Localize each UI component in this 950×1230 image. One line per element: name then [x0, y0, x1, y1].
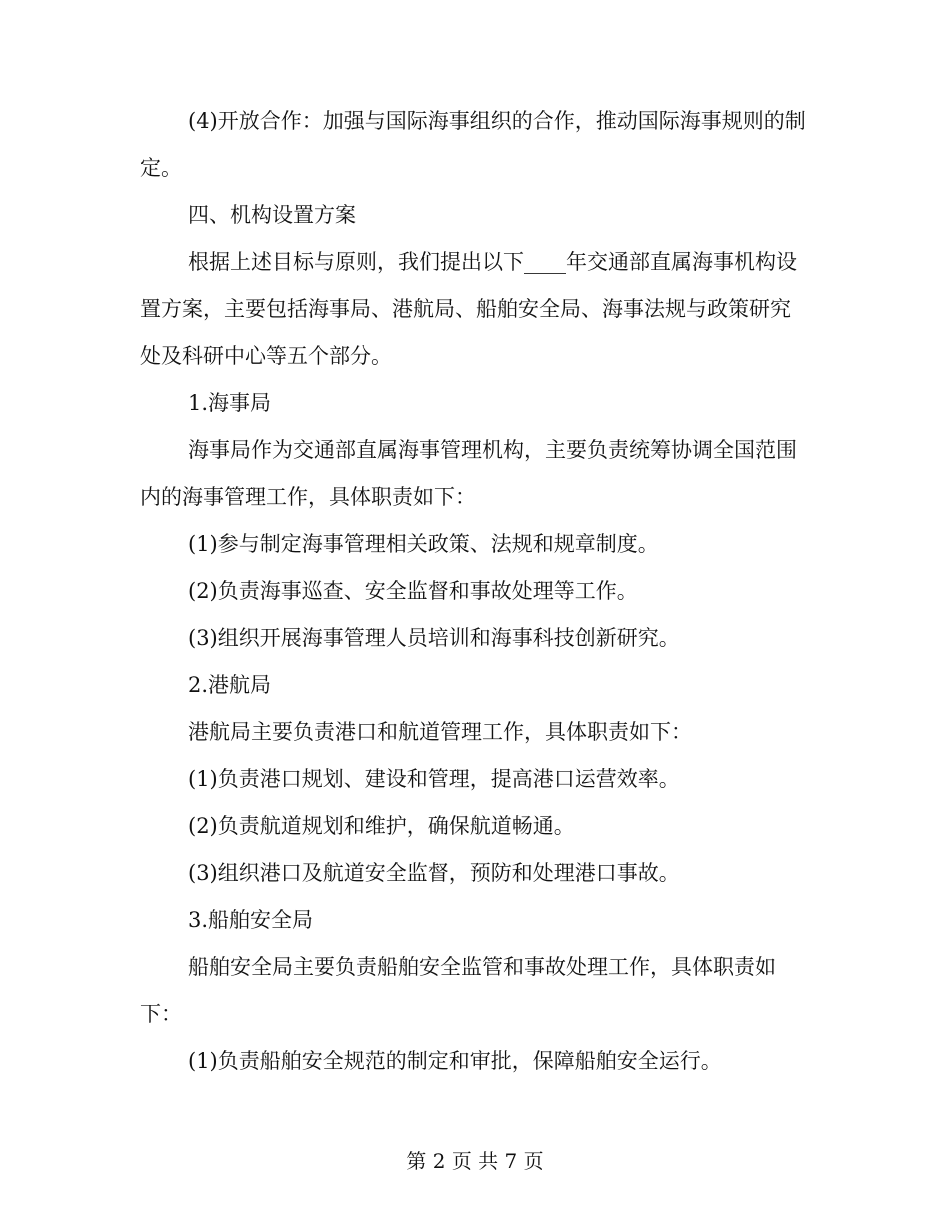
list-item: (1)参与制定海事管理相关政策、法规和规章制度。 — [188, 532, 659, 556]
paragraph: 船舶安全局主要负责船舶安全监管和事故处理工作，具体职责如下： — [140, 955, 776, 1026]
list-item: (3)组织开展海事管理人员培训和海事科技创新研究。 — [188, 626, 680, 650]
paragraph: 港航局主要负责港口和航道管理工作，具体职责如下： — [188, 720, 692, 744]
list-item: (1)负责港口规划、建设和管理，提高港口运营效率。 — [188, 767, 680, 791]
document-body — [140, 98, 810, 1085]
list-item: (2)负责海事巡查、安全监督和事故处理等工作。 — [188, 579, 638, 603]
subsection-heading: 3.船舶安全局 — [188, 908, 314, 932]
page-footer: 第 2 页 共 7 页 — [406, 1149, 544, 1173]
paragraph: 海事局作为交通部直属海事管理机构，主要负责统筹协调全国范围内的海事管理工作，具体职责如下： — [140, 438, 797, 509]
paragraph: (4)开放合作：加强与国际海事组织的合作，推动国际海事规则的制定。 — [140, 109, 806, 180]
paragraph: 根据上述目标与原则，我们提出以下____年交通部直属海事机构设置方案，主要包括海事局、港航局、船舶安全局、海事法规与政策研究处及科研中心等五个部分。 — [140, 250, 797, 368]
subsection-heading: 2.港航局 — [188, 673, 272, 697]
subsection-heading: 1.海事局 — [188, 391, 272, 415]
list-item: (2)负责航道规划和维护，确保航道畅通。 — [188, 814, 575, 838]
list-item: (1)负责船舶安全规范的制定和审批，保障船舶安全运行。 — [188, 1049, 722, 1073]
list-item: (3)组织港口及航道安全监督，预防和处理港口事故。 — [188, 861, 680, 885]
section-heading: 四、机构设置方案 — [188, 203, 356, 227]
